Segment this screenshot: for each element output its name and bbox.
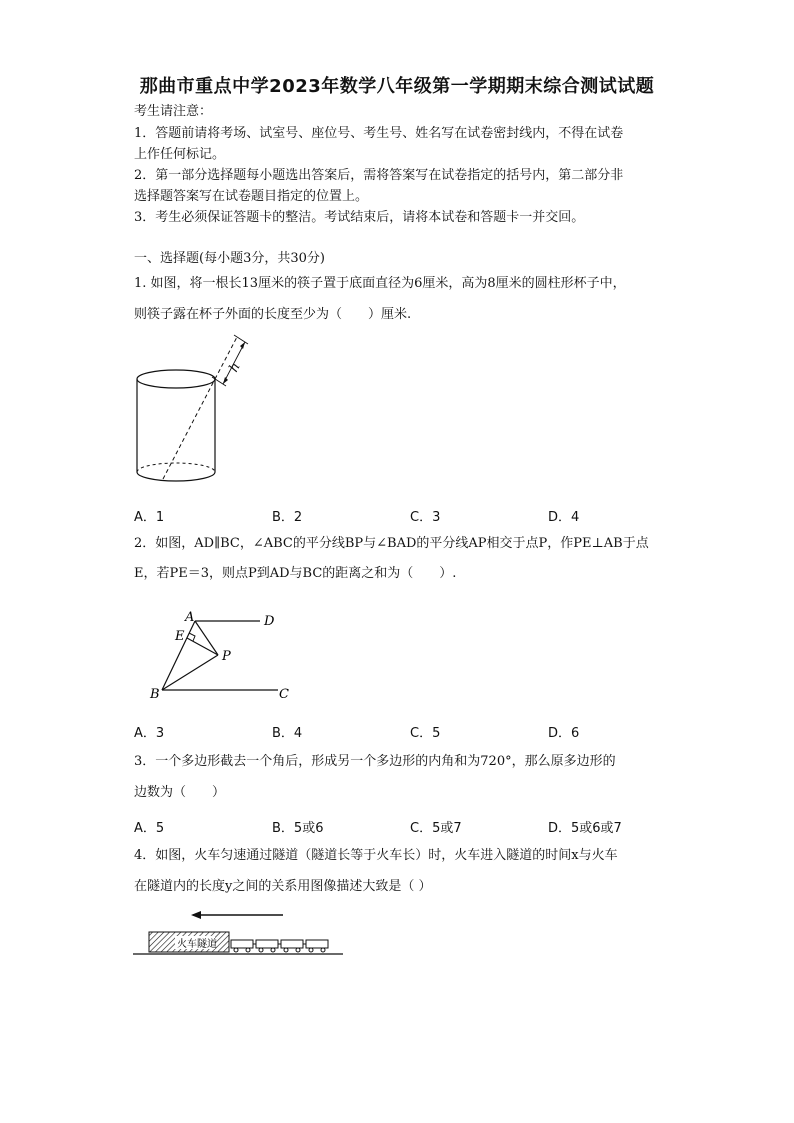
option-a: A．3 xyxy=(134,726,165,741)
question-3-text: 边数为（ ） xyxy=(134,785,226,800)
geometry-figure xyxy=(140,606,310,706)
arrow-left-icon xyxy=(191,911,201,919)
option-d: D．6 xyxy=(548,726,580,741)
option-d: D．4 xyxy=(548,510,580,525)
train-icon xyxy=(231,940,328,952)
option-b: B．2 xyxy=(272,510,303,525)
question-1-text: 1. 如图，将一根长13厘米的筷子置于底面直径为6厘米，高为8厘米的圆柱形杯子中， xyxy=(134,276,626,291)
question-3-text: 3．一个多边形截去一个角后，形成另一个多边形的内角和为720°，那么原多边形的 xyxy=(134,754,616,769)
label-e: E xyxy=(175,629,185,644)
notice-item: 选择题答案写在试卷题目指定的位置上。 xyxy=(134,189,369,204)
option-a: A．5 xyxy=(134,821,165,836)
option-b: B．5或6 xyxy=(272,821,324,836)
notice-item: 上作任何标记。 xyxy=(134,147,226,162)
label-a: A xyxy=(185,610,195,625)
question-4-text: 在隧道内的长度y之间的关系用图像描述大致是（ ） xyxy=(134,879,432,894)
page-title: 那曲市重点中学2023年数学八年级第一学期期末综合测试试题 xyxy=(139,76,655,97)
cylinder-figure xyxy=(128,334,268,494)
option-c: C．5或7 xyxy=(410,821,462,836)
tunnel-label: 火车隧道 xyxy=(177,939,217,950)
option-d: D．5或6或7 xyxy=(548,821,622,836)
question-4-text: 4．如图，火车匀速通过隧道（隧道长等于火车长）时，火车进入隧道的时间x与火车 xyxy=(134,848,618,863)
option-c: C．5 xyxy=(410,726,441,741)
section-heading: 一、选择题(每小题3分，共30分) xyxy=(134,251,325,266)
question-2-text: E，若PE＝3，则点P到AD与BC的距离之和为（ ）. xyxy=(134,566,457,581)
train-tunnel-figure xyxy=(133,906,345,958)
notice-item: 3．考生必须保证答题卡的整洁。考试结束后，请将本试卷和答题卡一并交回。 xyxy=(134,210,585,225)
figure-label-h: h xyxy=(226,360,244,375)
notice-item: 2．第一部分选择题每小题选出答案后，需将答案写在试卷指定的括号内，第二部分非 xyxy=(134,168,624,183)
option-b: B．4 xyxy=(272,726,303,741)
label-b: B xyxy=(150,687,160,702)
option-a: A．1 xyxy=(134,510,165,525)
notice-heading: 考生请注意： xyxy=(134,104,213,119)
label-c: C xyxy=(279,687,289,702)
question-1-text: 则筷子露在杯子外面的长度至少为（ ）厘米. xyxy=(134,307,412,322)
notice-item: 1．答题前请将考场、试室号、座位号、考生号、姓名写在试卷密封线内，不得在试卷 xyxy=(134,126,624,141)
label-p: P xyxy=(222,649,231,664)
question-2-text: 2．如图，AD∥BC，∠ABC的平分线BP与∠BAD的平分线AP相交于点P，作PE⊥AB于点 xyxy=(134,536,649,551)
option-c: C．3 xyxy=(410,510,441,525)
label-d: D xyxy=(264,614,275,629)
